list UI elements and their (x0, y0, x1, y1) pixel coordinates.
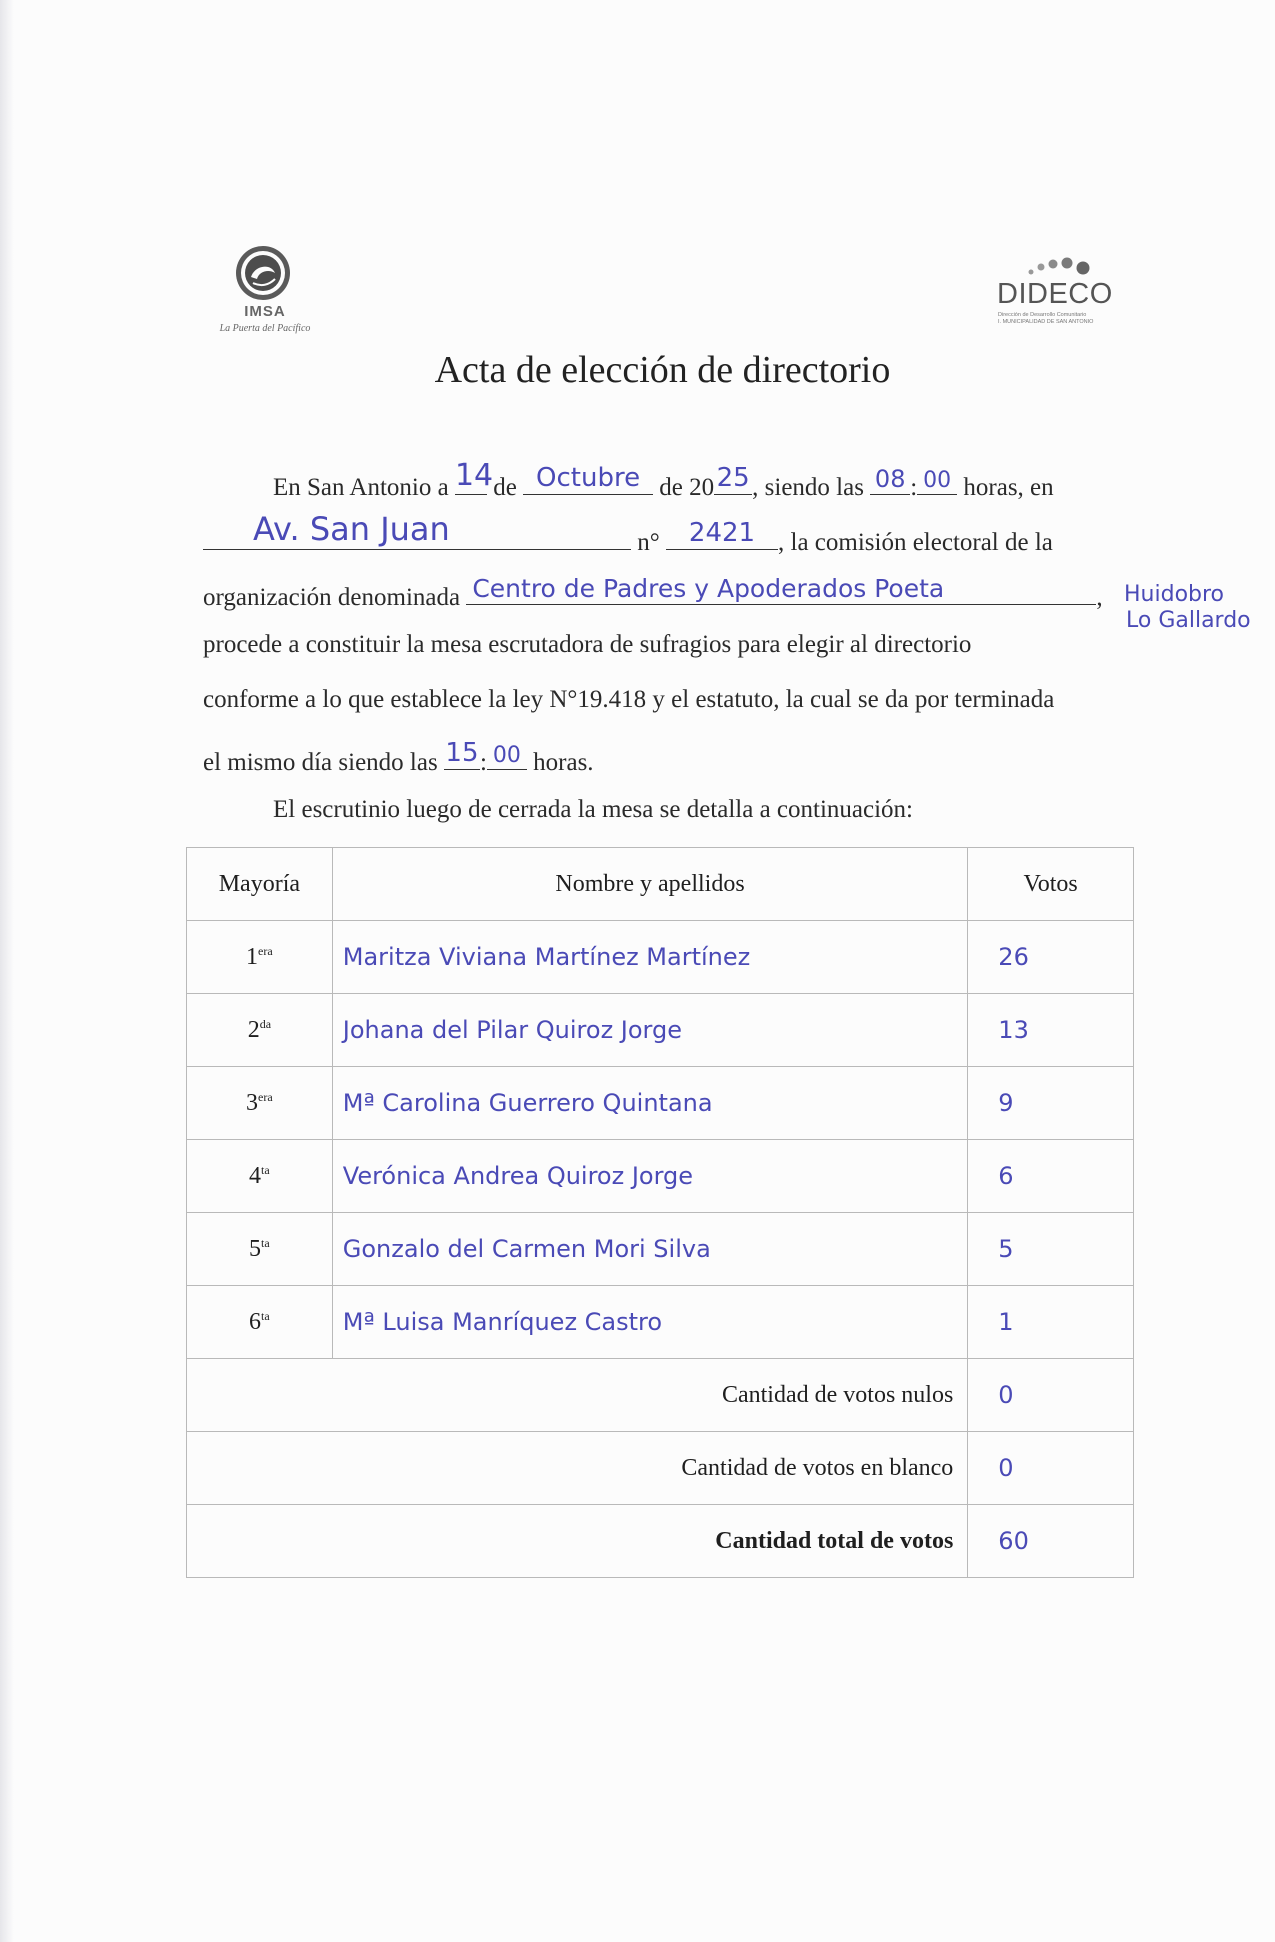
text-organizacion-denominada: organización denominada (203, 584, 461, 611)
total-votes-label: Cantidad total de votos (187, 1505, 968, 1578)
table-row (187, 994, 1134, 1067)
text-mismo-dia: el mismo día siendo las (203, 749, 438, 776)
colon: : (910, 474, 918, 501)
comma: , (1096, 584, 1103, 611)
minute-value: 00 (923, 468, 952, 493)
rank-cell (187, 1067, 333, 1140)
rank-suffix: era (258, 1089, 273, 1104)
candidate-name: Maritza Viviana Martínez Martínez (332, 921, 968, 994)
null-votes-value: 0 (968, 1359, 1134, 1432)
intro-line-6 (203, 738, 594, 777)
organization-value: Centro de Padres y Apoderados Poeta (472, 574, 945, 603)
text-siendo-las: , siendo las (752, 474, 864, 501)
rank-number: 4 (249, 1162, 262, 1189)
document-title: Acta de elección de directorio (434, 349, 891, 391)
intro-line-4: procede a constituir la mesa escrutadora de sufragios para elegir al directorio (203, 631, 972, 658)
intro-line-2 (203, 510, 1053, 557)
organization-extra-1: Huidobro (1124, 582, 1225, 607)
blank-votes-value: 0 (968, 1432, 1134, 1505)
day-field (454, 458, 494, 495)
table-row (187, 1286, 1134, 1359)
dideco-subtitle: Dirección de Desarrollo Comunitario (998, 312, 1087, 318)
rank-suffix: era (258, 943, 273, 958)
end-minute-value: 00 (492, 743, 521, 768)
rank-suffix: ta (261, 1235, 270, 1250)
rank-cell (187, 1140, 333, 1213)
street-value: Av. San Juan (253, 510, 450, 548)
candidate-votes: 9 (968, 1067, 1134, 1140)
scan-edge (0, 0, 14, 1942)
candidate-name: Mª Luisa Manríquez Castro (332, 1286, 968, 1359)
rank-suffix: da (259, 1016, 272, 1031)
text-comision-electoral: , la comisión electoral de la (778, 529, 1053, 556)
organization-extra-2: Lo Gallardo (1126, 608, 1251, 633)
candidate-votes: 13 (968, 994, 1134, 1067)
header-votos: Votos (968, 848, 1134, 921)
text-en-san-antonio: En San Antonio a (273, 474, 449, 501)
blank-votes-label: Cantidad de votos en blanco (187, 1432, 968, 1505)
rank-cell (187, 994, 333, 1067)
total-votes-row (187, 1505, 1134, 1578)
rank-suffix: ta (261, 1162, 270, 1177)
results-table (186, 847, 1134, 1578)
intro-line-5: conforme a lo que establece la ley N°19.418 y el estatuto, la cual se da por terminada (203, 686, 1055, 713)
candidate-name: Johana del Pilar Quiroz Jorge (332, 994, 968, 1067)
end-minute-field (487, 741, 527, 770)
text-de-20: de 20 (659, 474, 715, 501)
total-votes-value: 60 (968, 1505, 1134, 1578)
rank-cell (187, 1286, 333, 1359)
rank-cell (187, 921, 333, 994)
text-de: de (493, 474, 517, 501)
hour-value: 08 (874, 465, 906, 493)
table-row (187, 1067, 1134, 1140)
municipal-seal-icon (233, 243, 293, 303)
table-row (187, 1213, 1134, 1286)
rank-cell (187, 1213, 333, 1286)
scrutiny-intro: El escrutinio luego de cerrada la mesa se detalla a continuación: (273, 796, 914, 823)
imsa-tagline: La Puerta del Pacífico (219, 323, 311, 334)
table-header-row (187, 848, 1134, 921)
table-row (187, 921, 1134, 994)
dideco-logo (995, 252, 1120, 327)
minute-field (917, 466, 957, 495)
table-row (187, 1140, 1134, 1213)
dideco-wordmark: DIDECO (997, 278, 1113, 310)
rank-number: 6 (249, 1308, 262, 1335)
rank-number: 2 (247, 1016, 260, 1043)
rank-number: 5 (249, 1235, 262, 1262)
number-field (666, 518, 778, 550)
null-votes-label: Cantidad de votos nulos (187, 1359, 968, 1432)
number-value: 2421 (688, 518, 756, 548)
header-mayoria: Mayoría (187, 848, 333, 921)
month-value: Octubre (536, 463, 641, 493)
text-numero: n° (637, 529, 660, 556)
intro-line-1 (273, 458, 1054, 502)
organization-field (466, 576, 1096, 605)
hour-field (870, 466, 910, 495)
colon: : (479, 749, 487, 776)
street-field (203, 510, 631, 550)
end-hour-field (444, 738, 480, 770)
intro-line-3 (203, 576, 1103, 612)
year-field (714, 463, 752, 495)
candidate-votes: 6 (968, 1140, 1134, 1213)
day-value: 14 (454, 458, 494, 493)
header-nombre: Nombre y apellidos (332, 848, 968, 921)
candidate-name: Verónica Andrea Quiroz Jorge (332, 1140, 968, 1213)
candidate-name: Mª Carolina Guerrero Quintana (332, 1067, 968, 1140)
text-horas-en: horas, en (963, 474, 1054, 501)
imsa-wordmark: IMSA (244, 303, 286, 320)
candidate-votes: 5 (968, 1213, 1134, 1286)
rank-suffix: ta (261, 1308, 270, 1323)
dideco-municipality: I. MUNICIPALIDAD DE SAN ANTONIO (998, 319, 1094, 325)
end-hour-value: 15 (445, 738, 479, 768)
candidate-name: Gonzalo del Carmen Mori Silva (332, 1213, 968, 1286)
rank-number: 1 (246, 943, 259, 970)
imsa-logo (205, 235, 325, 345)
year-value: 25 (716, 463, 750, 493)
blank-votes-row (187, 1432, 1134, 1505)
rank-number: 3 (246, 1089, 259, 1116)
candidate-votes: 26 (968, 921, 1134, 994)
month-field (523, 463, 653, 495)
null-votes-row (187, 1359, 1134, 1432)
candidate-votes: 1 (968, 1286, 1134, 1359)
text-horas: horas. (533, 749, 594, 776)
